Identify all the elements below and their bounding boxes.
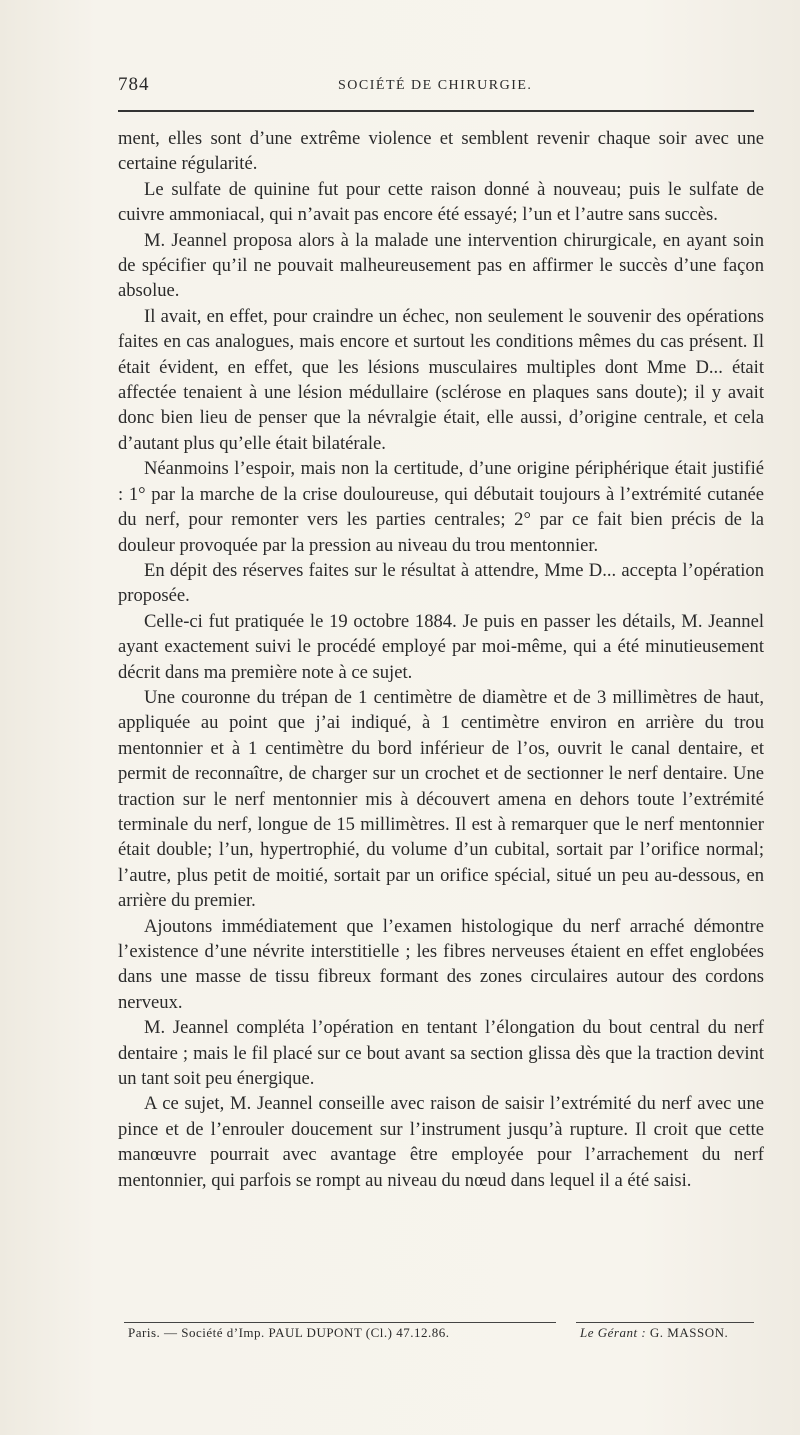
gerant-name: G. MASSON.	[649, 1325, 729, 1340]
paragraph: Néanmoins l’espoir, mais non la certitude, d’une origine périphérique était justifié : 1° par la marche de la crise douloureuse, qui débutait toujours à l’extrémité cutanée du nerf, pour remonter vers les parties centrales; 2° par ce fait bien précis de la douleur provoquée par la pression au niveau du trou mentonnier.	[118, 458, 764, 556]
paragraph: ment, elles sont d’une extrême violence et semblent revenir chaque soir avec une certaine régularité.	[118, 128, 764, 175]
running-head: SOCIÉTÉ DE CHIRURGIE.	[338, 78, 533, 93]
paragraph: Il avait, en effet, pour craindre un échec, non seulement le souvenir des opérations faites en cas analogues, mais encore et surtout les conditions mêmes du cas présent. Il était évident, en effet, que les lésions musculaires multiples dont Mme D... était affectée tenaient à une lésion médullaire (sclérose en plaques sans doute); il y avait donc bien lieu de penser que la névralgie était, elle aussi, d’origine centrale, et cela d’autant plus qu’elle était bilatérale.	[118, 305, 764, 454]
gerant-credit	[580, 1325, 728, 1341]
paragraph: Ajoutons immédiatement que l’examen histologique du nerf arraché démontre l’existence d’une névrite interstitielle ; les fibres nerveuses étaient en effet englobées dans une masse de tissu fibreux formant des zones circulaires autour des cordons nerveux.	[118, 915, 764, 1013]
gerant-label: Le Gérant :	[580, 1325, 647, 1340]
paragraph: En dépit des réserves faites sur le résultat à attendre, Mme D... accepta l’opération proposée.	[118, 559, 764, 607]
printer-imprint: Paris. — Société d’Imp. PAUL DUPONT (Cl.) 47.12.86.	[128, 1325, 450, 1340]
body-text	[118, 126, 764, 1193]
footer-rule-left	[124, 1322, 556, 1323]
paragraph: M. Jeannel compléta l’opération en tentant l’élongation du bout central du nerf dentaire ; mais le fil placé sur ce bout avant sa section glissa dès que la traction devint un tant soit peu énergique.	[118, 1017, 764, 1090]
header-rule	[118, 110, 754, 112]
page-header	[118, 74, 754, 104]
paragraph: Le sulfate de quinine fut pour cette raison donné à nouveau; puis le sulfate de cuivre ammoniacal, qui n’avait pas encore été essayé; l’un et l’autre sans succès.	[118, 178, 764, 226]
footer-rule-right	[576, 1322, 754, 1323]
paragraph: Une couronne du trépan de 1 centimètre de diamètre et de 3 millimètres de haut, appliquée au point que j’ai indiqué, à 1 centimètre environ en arrière du trou mentonnier et à 1 centimètre du bord inférieur de l’os, ouvrit le canal dentaire, et permit de reconnaître, de charger sur un crochet et de sectionner le nerf dentaire. Une traction sur le nerf mentonnier mis à découvert amena en dehors toute l’extrémité terminale du nerf, longue de 15 millimètres. Il est à remarquer que le nerf mentonnier était double; l’un, hypertrophié, du volume d’un cubital, sortait par l’orifice normal; l’autre, plus petit de moitié, sortait par un orifice spécial, situé un peu au-dessous, en arrière du premier.	[118, 686, 764, 912]
paragraph: M. Jeannel proposa alors à la malade une intervention chirurgicale, en ayant soin de spécifier qu’il ne pouvait malheureusement pas en affirmer le succès d’une façon absolue.	[118, 229, 764, 302]
page-number: 784	[118, 74, 150, 95]
paragraph: A ce sujet, M. Jeannel conseille avec raison de saisir l’extrémité du nerf avec une pince et de l’enrouler doucement sur l’instrument jusqu’à rupture. Il croit que cette manœuvre pourrait avec avantage être employée pour l’arrachement du nerf mentonnier, qui parfois se rompt au niveau du nœud dans lequel il a été saisi.	[118, 1093, 764, 1191]
paragraph: Celle-ci fut pratiquée le 19 octobre 1884. Je puis en passer les détails, M. Jeannel ayant exactement suivi le procédé employé par moi-même, qui a été minutieusement décrit dans ma première note à ce sujet.	[118, 610, 764, 683]
